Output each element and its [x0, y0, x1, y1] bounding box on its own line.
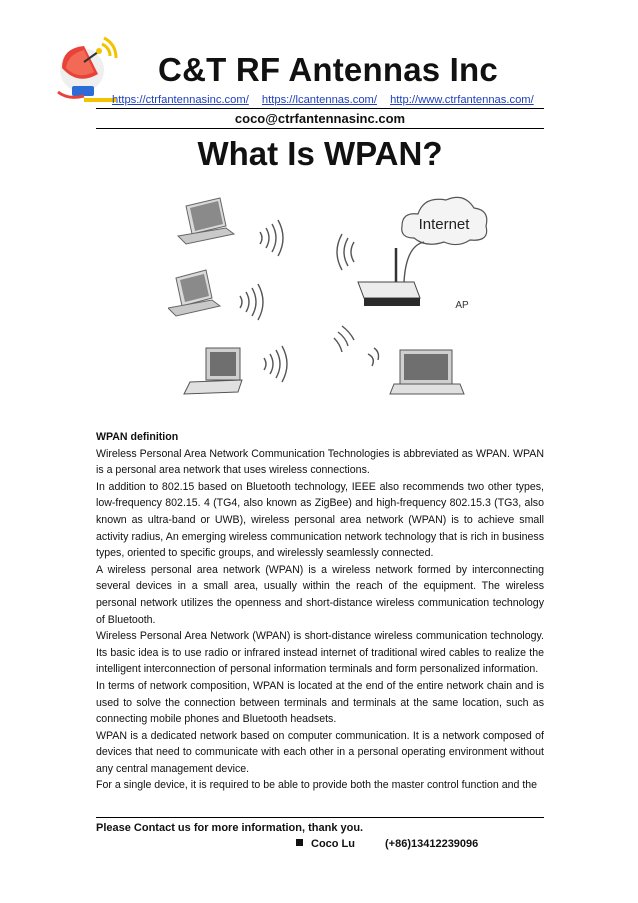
- article-body: [96, 429, 544, 794]
- ap-label: AP: [455, 300, 469, 311]
- access-point-icon: [358, 248, 469, 311]
- laptop-icon: [390, 350, 464, 394]
- laptop-icon: [184, 348, 242, 394]
- paragraph: In addition to 802.15 based on Bluetooth technology, IEEE also recommends two other types, low-frequency 802.15. 4 (TG4, also known as ZigBee) and high-frequency 802.15.3 (TG3, also known as ultra-band or UWB), wireless personal area network (WPAN) is to achieve small activity radius, An emerging wireless communication network technology that is rich in business types, oriented to specific groups, and wirelessly seamlessly connected.: [96, 480, 544, 560]
- website-links: [112, 93, 542, 107]
- header-divider: [96, 108, 544, 109]
- header-divider-bottom: [96, 128, 544, 129]
- bullet-square-icon: [296, 839, 303, 846]
- wireless-signal-icon: [240, 220, 287, 382]
- footer-divider: [96, 817, 544, 818]
- internet-cloud-icon: [402, 197, 487, 244]
- contact-phone: (+86)13412239096: [385, 838, 479, 850]
- network-cable: [404, 242, 424, 282]
- company-name: C&T RF Antennas Inc: [158, 51, 498, 88]
- laptop-icon: [178, 198, 234, 244]
- section-heading: WPAN definition: [96, 431, 179, 443]
- paragraph: For a single device, it is required to be able to provide both the master control function and the: [96, 779, 538, 792]
- paragraph: WPAN is a dedicated network based on computer communication. It is a network composed of devices that need to communicate with each other in a personal operating environment without any central management device.: [96, 729, 544, 775]
- paragraph: A wireless personal area network (WPAN) is a wireless network formed by interconnecting several devices in a small area, usually within the reach of the equipment. The wireless personal network utilizes the openness and short-distance wireless communication technology of Bluetooth.: [96, 563, 544, 626]
- website-link-2[interactable]: https://lcantennas.com/: [261, 94, 377, 106]
- website-link-3[interactable]: http://www.ctrfantennas.com/: [390, 94, 534, 106]
- contact-name: Coco Lu: [311, 838, 355, 850]
- company-logo-icon: [54, 34, 118, 106]
- footer-contact-line: Please Contact us for more information, thank you.: [96, 822, 364, 834]
- page-title: What Is WPAN?: [197, 135, 443, 172]
- internet-label: Internet: [418, 216, 470, 233]
- wpan-diagram: [168, 186, 488, 404]
- contact-email: coco@ctrfantennasinc.com: [234, 111, 406, 126]
- contact-info: [296, 836, 478, 852]
- paragraph: Wireless Personal Area Network (WPAN) is short-distance wireless communication technology. Its basic idea is to use radio or infrared instead internet of traditional wired cables to realize the intelligent interconnection of personal information terminals and form personalized information.: [96, 630, 544, 676]
- paragraph: In terms of network composition, WPAN is located at the end of the entire network chain and is used to solve the connection between terminals and terminals at the same location, such as connecting mobile phones and Bluetooth headsets.: [96, 679, 544, 726]
- laptop-icon: [168, 270, 220, 316]
- website-link-1[interactable]: https://ctrfantennasinc.com/: [112, 94, 249, 106]
- paragraph: Wireless Personal Area Network Communication Technologies is abbreviated as WPAN. WPAN is a personal area network that uses wireless connections.: [96, 447, 544, 477]
